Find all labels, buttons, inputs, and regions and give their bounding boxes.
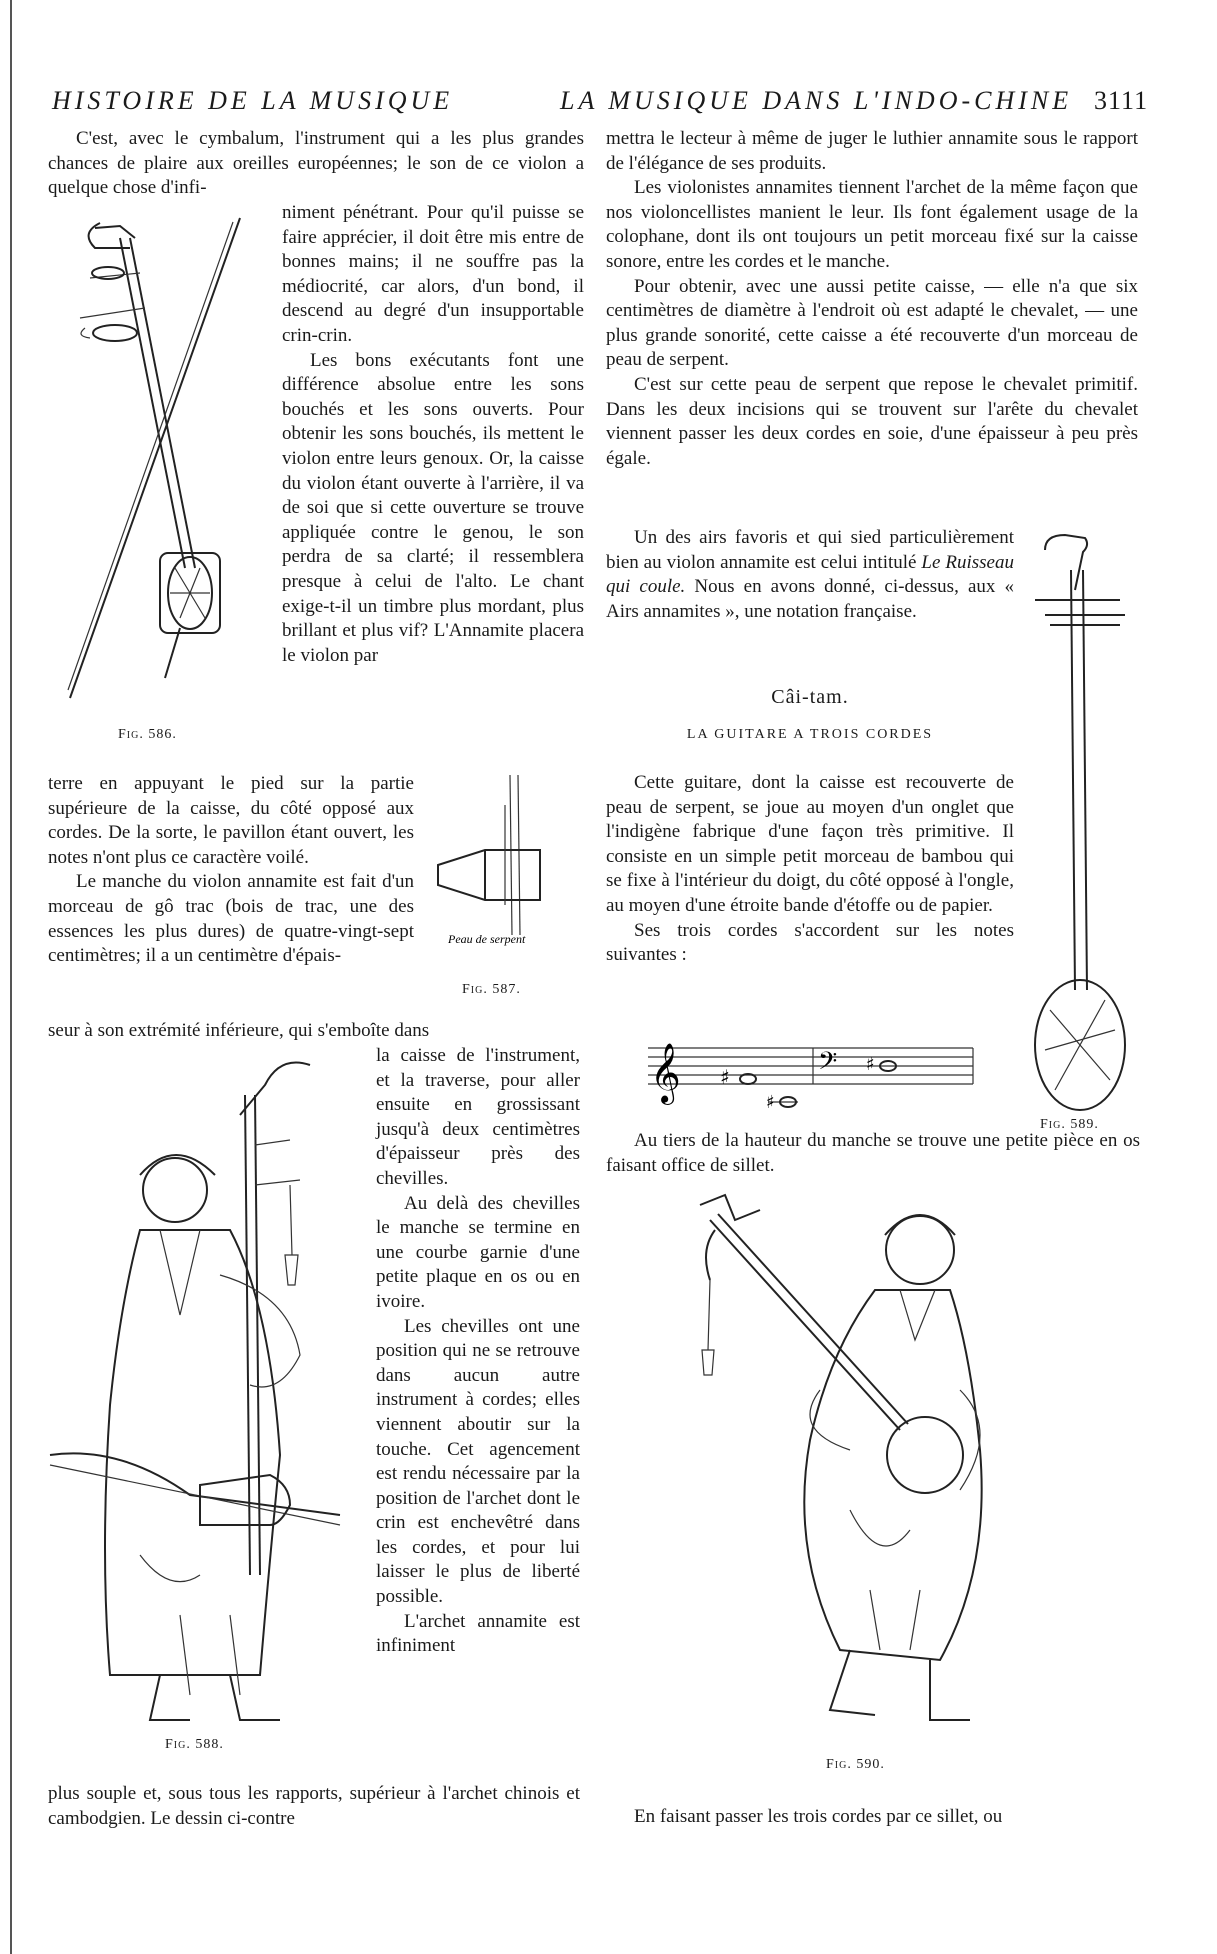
violin-peg-left: [93, 325, 137, 341]
figure-caption-588: Fig. 588.: [165, 1737, 224, 1752]
section-title: Câi-tam.: [771, 686, 849, 708]
paragraph-text: Les violonistes annamites tiennent l'archet de la même façon que nos violoncellistes manient le leur. Ils font également usage de la colophane, dont ils ont toujours un petit morceau fixé sur la caisse sonore, entre les cordes et le manche.: [606, 177, 1138, 272]
paragraph-text: En faisant passer les trois cordes par ce sillet, ou: [634, 1806, 1003, 1827]
page-number: 3111: [1094, 86, 1149, 115]
figure-caption-589: Fig. 589.: [1040, 1117, 1099, 1132]
diagram-label: Peau de serpent: [448, 932, 526, 946]
running-header-center: LA MUSIQUE DANS L'INDO-CHINE: [560, 86, 1073, 115]
player-feet: [150, 1675, 280, 1720]
left-paragraph-full-3: [48, 1782, 580, 1831]
right-guitar-paragraphs: [606, 771, 1014, 968]
violin-illustration: [40, 208, 270, 723]
sharp-icon: ♯: [720, 1065, 730, 1089]
figure-caption-587: Fig. 587.: [462, 982, 521, 997]
bass-clef-icon: 𝄢: [818, 1047, 838, 1082]
robe-folds: [850, 1510, 920, 1650]
guitar-neck-edge: [1083, 570, 1087, 990]
figure-caption-586: Fig. 586.: [118, 727, 177, 742]
paragraph-text: Ses trois cordes s'accordent sur les notes suivantes :: [606, 919, 1014, 966]
paragraph-text: terre en appuyant le pied sur la partie supérieure de la caisse, du côté opposé aux cordes. De la sorte, le pavillon étant ouvert, les notes n'ont plus ce caractère voilé.: [48, 773, 414, 868]
woman-playing-guitar-illustration: [680, 1190, 1040, 1750]
sharp-icon: ♯: [866, 1054, 875, 1075]
section-subtitle: LA GUITARE A TROIS CORDES: [686, 727, 934, 742]
paragraph-text: C'est, avec le cymbalum, l'instrument qui a les plus grandes chances de plaire aux oreilles européennes; le son de ce violon a quelque chose d'infi-: [48, 128, 584, 199]
guitar-body: [887, 1417, 963, 1493]
right-sillet-paragraph: [606, 1129, 1140, 1178]
woman-playing-violin-illustration: [40, 1055, 370, 1730]
guitar-tassel: [702, 1280, 714, 1375]
sharp-icon: ♯: [766, 1092, 775, 1113]
guitar-neck: [710, 1220, 900, 1430]
guitar-illustration: [1025, 530, 1130, 1120]
left-paragraph-1-full: [48, 127, 584, 201]
paragraph-text: Les bons exécutants font une différence absolue entre les sons bouchés et les sons ouverts. Pour obtenir les sons bouchés, ils mettent le violon entre leurs genoux. Or, la caisse du violon étant ouverte à l'arrière, il va de soi que si cette ouverture se trouve appliquée contre le genou, le son perdra de sa clarté; il ressemblera presque à celui de l'alto. Le chant exige-t-il un timbre plus mordant, plus brillant et plus vif? L'Annamite placera le violon par: [282, 349, 584, 666]
paragraph-text: Le manche du violon annamite est fait d'un morceau de gô trac (bois de trac, une des essences les plus dures) de quatre-vingt-sept centimètres; il a un centimètre d'épais-: [48, 871, 414, 967]
guitar-neck-edge: [718, 1214, 908, 1424]
paragraph-text: Au tiers de la hauteur du manche se trouve une petite pièce en os faisant office de sillet.: [606, 1130, 1140, 1176]
violin-foot: [165, 628, 180, 678]
player-collar: [160, 1230, 200, 1315]
right-last-paragraph: [606, 1805, 1140, 1830]
paragraph-text: [606, 526, 1014, 624]
left-wrap-paragraphs-2: [376, 1044, 580, 1659]
paragraph-text: seur à son extrémité inférieure, qui s'emboîte dans: [48, 1020, 430, 1041]
player-head: [886, 1216, 954, 1284]
violin-skin-texture: [170, 568, 210, 618]
player-arm: [220, 1275, 300, 1387]
paragraph-text: Pour obtenir, avec une aussi petite caisse, — elle n'a que six centimètres de diamètre à l'endroit où est adapté le chevalet, — une plus grande sonorité, cette caisse a été recouverte d'un morceau de peau de serpent.: [606, 275, 1138, 371]
paragraph-text-after: Nous en avons donné, ci-dessus, aux « Airs annamites », une notation française.: [606, 576, 1014, 622]
running-header-left: HISTOIRE DE LA MUSIQUE: [52, 86, 454, 115]
player-feet: [830, 1650, 970, 1720]
paragraph-text: Les chevilles ont une position qui ne se retrouve dans aucun autre instrument à cordes; elles viennent aboutir sur la touche. Cet agencement est rendu nécessaire par la position de l'archet dont le crin est enchevêtré dans les cordes, et pour lui laisser le plus de liberté possible.: [376, 1315, 580, 1608]
left-wrap-paragraphs: [282, 201, 584, 668]
violin-body-diagram: [430, 775, 560, 950]
player-arms: [810, 1390, 980, 1490]
left-paragraph-full-2: [48, 1019, 584, 1044]
treble-clef-icon: 𝄞: [650, 1043, 681, 1103]
guitar-skin-texture: [1045, 1000, 1115, 1090]
diagram-horn-body: [438, 850, 540, 900]
player-hair: [885, 1215, 955, 1235]
bow: [50, 1453, 340, 1515]
song-title: Le Ruisseau qui coule.: [606, 551, 1014, 598]
paragraph-text: plus souple et, sous tous les rapports, supérieur à l'archet chinois et cambodgien. Le dessin ci-contre: [48, 1783, 580, 1829]
violin-pegs: [80, 273, 145, 338]
instrument-scroll: [240, 1063, 310, 1116]
player-collar: [900, 1290, 935, 1340]
violin-bow-hair: [68, 222, 233, 690]
right-paragraph-air: [606, 526, 1014, 624]
instrument-tassel: [285, 1185, 298, 1285]
music-notation: [648, 1034, 978, 1114]
page-edge-rule: [10, 0, 12, 1954]
right-paragraphs-top: [606, 127, 1138, 471]
staff-lines: [648, 1048, 973, 1084]
instrument-pegs: [255, 1140, 300, 1185]
paragraph-text: L'archet annamite est infiniment: [376, 1610, 580, 1657]
violin-neck-edge: [130, 238, 195, 568]
bow-hair: [50, 1465, 340, 1525]
paragraph-text: Cette guitare, dont la caisse est recouverte de peau de serpent, se joue au moyen d'un onglet que l'indigène fabrique d'une façon très primitive. Il consiste en un simple petit morceau de bambou qui se fixe à l'intérieur du doigt, du côté opposé à l'ongle, au moyen d'une étroite bande d'étoffe ou de papier.: [606, 772, 1014, 916]
figure-caption-590: Fig. 590.: [826, 1757, 885, 1772]
paragraph-text: C'est sur cette peau de serpent que repose le chevalet primitif. Dans les deux incisions qui se trouvent sur l'arête du chevalet viennent passer les deux cordes en soie, d'une épaisseur à peu près égale.: [606, 373, 1138, 469]
left-paragraph-cont: [48, 772, 414, 969]
guitar-head-ornament: [700, 1195, 760, 1280]
diagram-neck-edge: [518, 775, 520, 935]
paragraph-text: la caisse de l'instrument, et la traverse, pour aller ensuite en grossissant jusqu'à deux centimètres d'épaisseur près des chevilles.: [376, 1045, 580, 1189]
paragraph-text: Au delà des chevilles le manche se termine en une courbe garnie d'une petite plaque en os ou en ivoire.: [376, 1192, 580, 1312]
paragraph-text: niment pénétrant. Pour qu'il puisse se faire apprécier, il doit être mis entre de bonnes mains; il ne souffre pas la médiocrité, car alors, d'un bond, il descend au degré d'un insupportable crin-crin.: [282, 202, 584, 346]
paragraph-text: mettra le lecteur à même de juger le luthier annamite sous le rapport de l'élégance de ses produits.: [606, 128, 1138, 174]
paragraph-text-before: Un des airs favoris et qui sied particulièrement bien au violon annamite est celui intitulé: [606, 527, 1014, 573]
guitar-neck: [1071, 570, 1075, 990]
guitar-head: [1045, 535, 1087, 590]
player-robe: [105, 1230, 280, 1675]
violin-head: [95, 226, 135, 238]
violin-bow: [70, 218, 240, 698]
violin-peg-top: [92, 267, 124, 279]
player-head: [143, 1158, 207, 1222]
diagram-neck: [510, 775, 512, 935]
